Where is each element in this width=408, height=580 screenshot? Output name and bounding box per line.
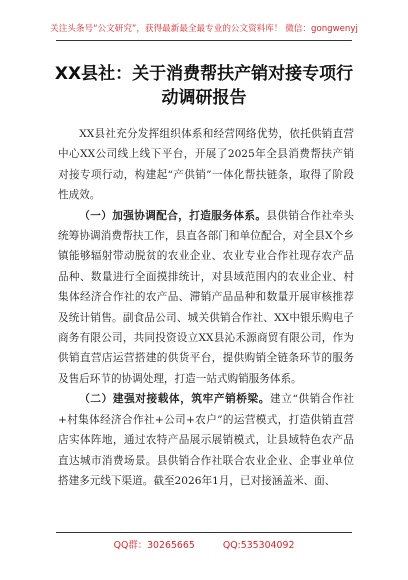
footer-divider — [56, 532, 352, 533]
title-line-2: 动调研报告 — [161, 88, 247, 108]
section-2-body: 建立“供销合作社+村集体经济合作社+公司+农户”的运营模式，打造供销直营店实体阵地，通过农特产品展示展销模式，让县域特色农产品直达城市消费场景。县供销合作社联合农业企业、企事业单位搭建多元线下渠道。截至2026年1月，已对接涵盖米、面、 — [58, 393, 355, 487]
section-2-heading: （二）建强对接载体，筑牢产销桥梁。 — [79, 393, 271, 406]
section-2-paragraph — [58, 389, 354, 491]
promo-banner: 关注头条号“公文研究”，获得最新最全最专业的公文资料库！ 微信：gongwenyj — [50, 24, 358, 34]
document-title — [40, 62, 368, 110]
section-1-heading: （一）加强协调配合，打造服务体系。 — [79, 209, 267, 222]
section-1-paragraph — [58, 206, 354, 390]
header-divider — [56, 40, 352, 41]
section-1-body: 县供销合作社牵头统筹协调消费帮扶工作，县直各部门和单位配合，对全县X个乡镇能够辐射带动脱贫的农业企业、农业专业合作社现存农产品品种、数量进行全面摸排统计，对县域范围内的农业企业、村集体经济合作社的农产品、滞销产品品种和数量开展审核推荐及统计销售。副食品公司、城关供销合作社、XX中银乐购电子商务有限公司，共同投资设立XX县沁禾源商贸有限公司，作为供销直营店运营搭建的供货平台，提供购销全链条环节的服务及售后环节的协调处理，打造一站式购销服务体系。 — [58, 209, 355, 385]
footer-qq-group: QQ群：30265665 — [113, 540, 195, 551]
document-body — [58, 124, 354, 491]
intro-paragraph: XX县社充分发挥组织体系和经营网络优势，依托供销直营中心XX公司线上线下平台，开展了2025年全县消费帮扶产销对接专项行动，构建起“产供销”一体化帮扶链条，取得了阶段性成效。 — [58, 128, 354, 202]
title-line-1: XX县社：关于消费帮扶产销对接专项行 — [54, 64, 354, 84]
footer-qq: QQ:535304092 — [222, 540, 295, 551]
footer-contact — [0, 537, 408, 551]
